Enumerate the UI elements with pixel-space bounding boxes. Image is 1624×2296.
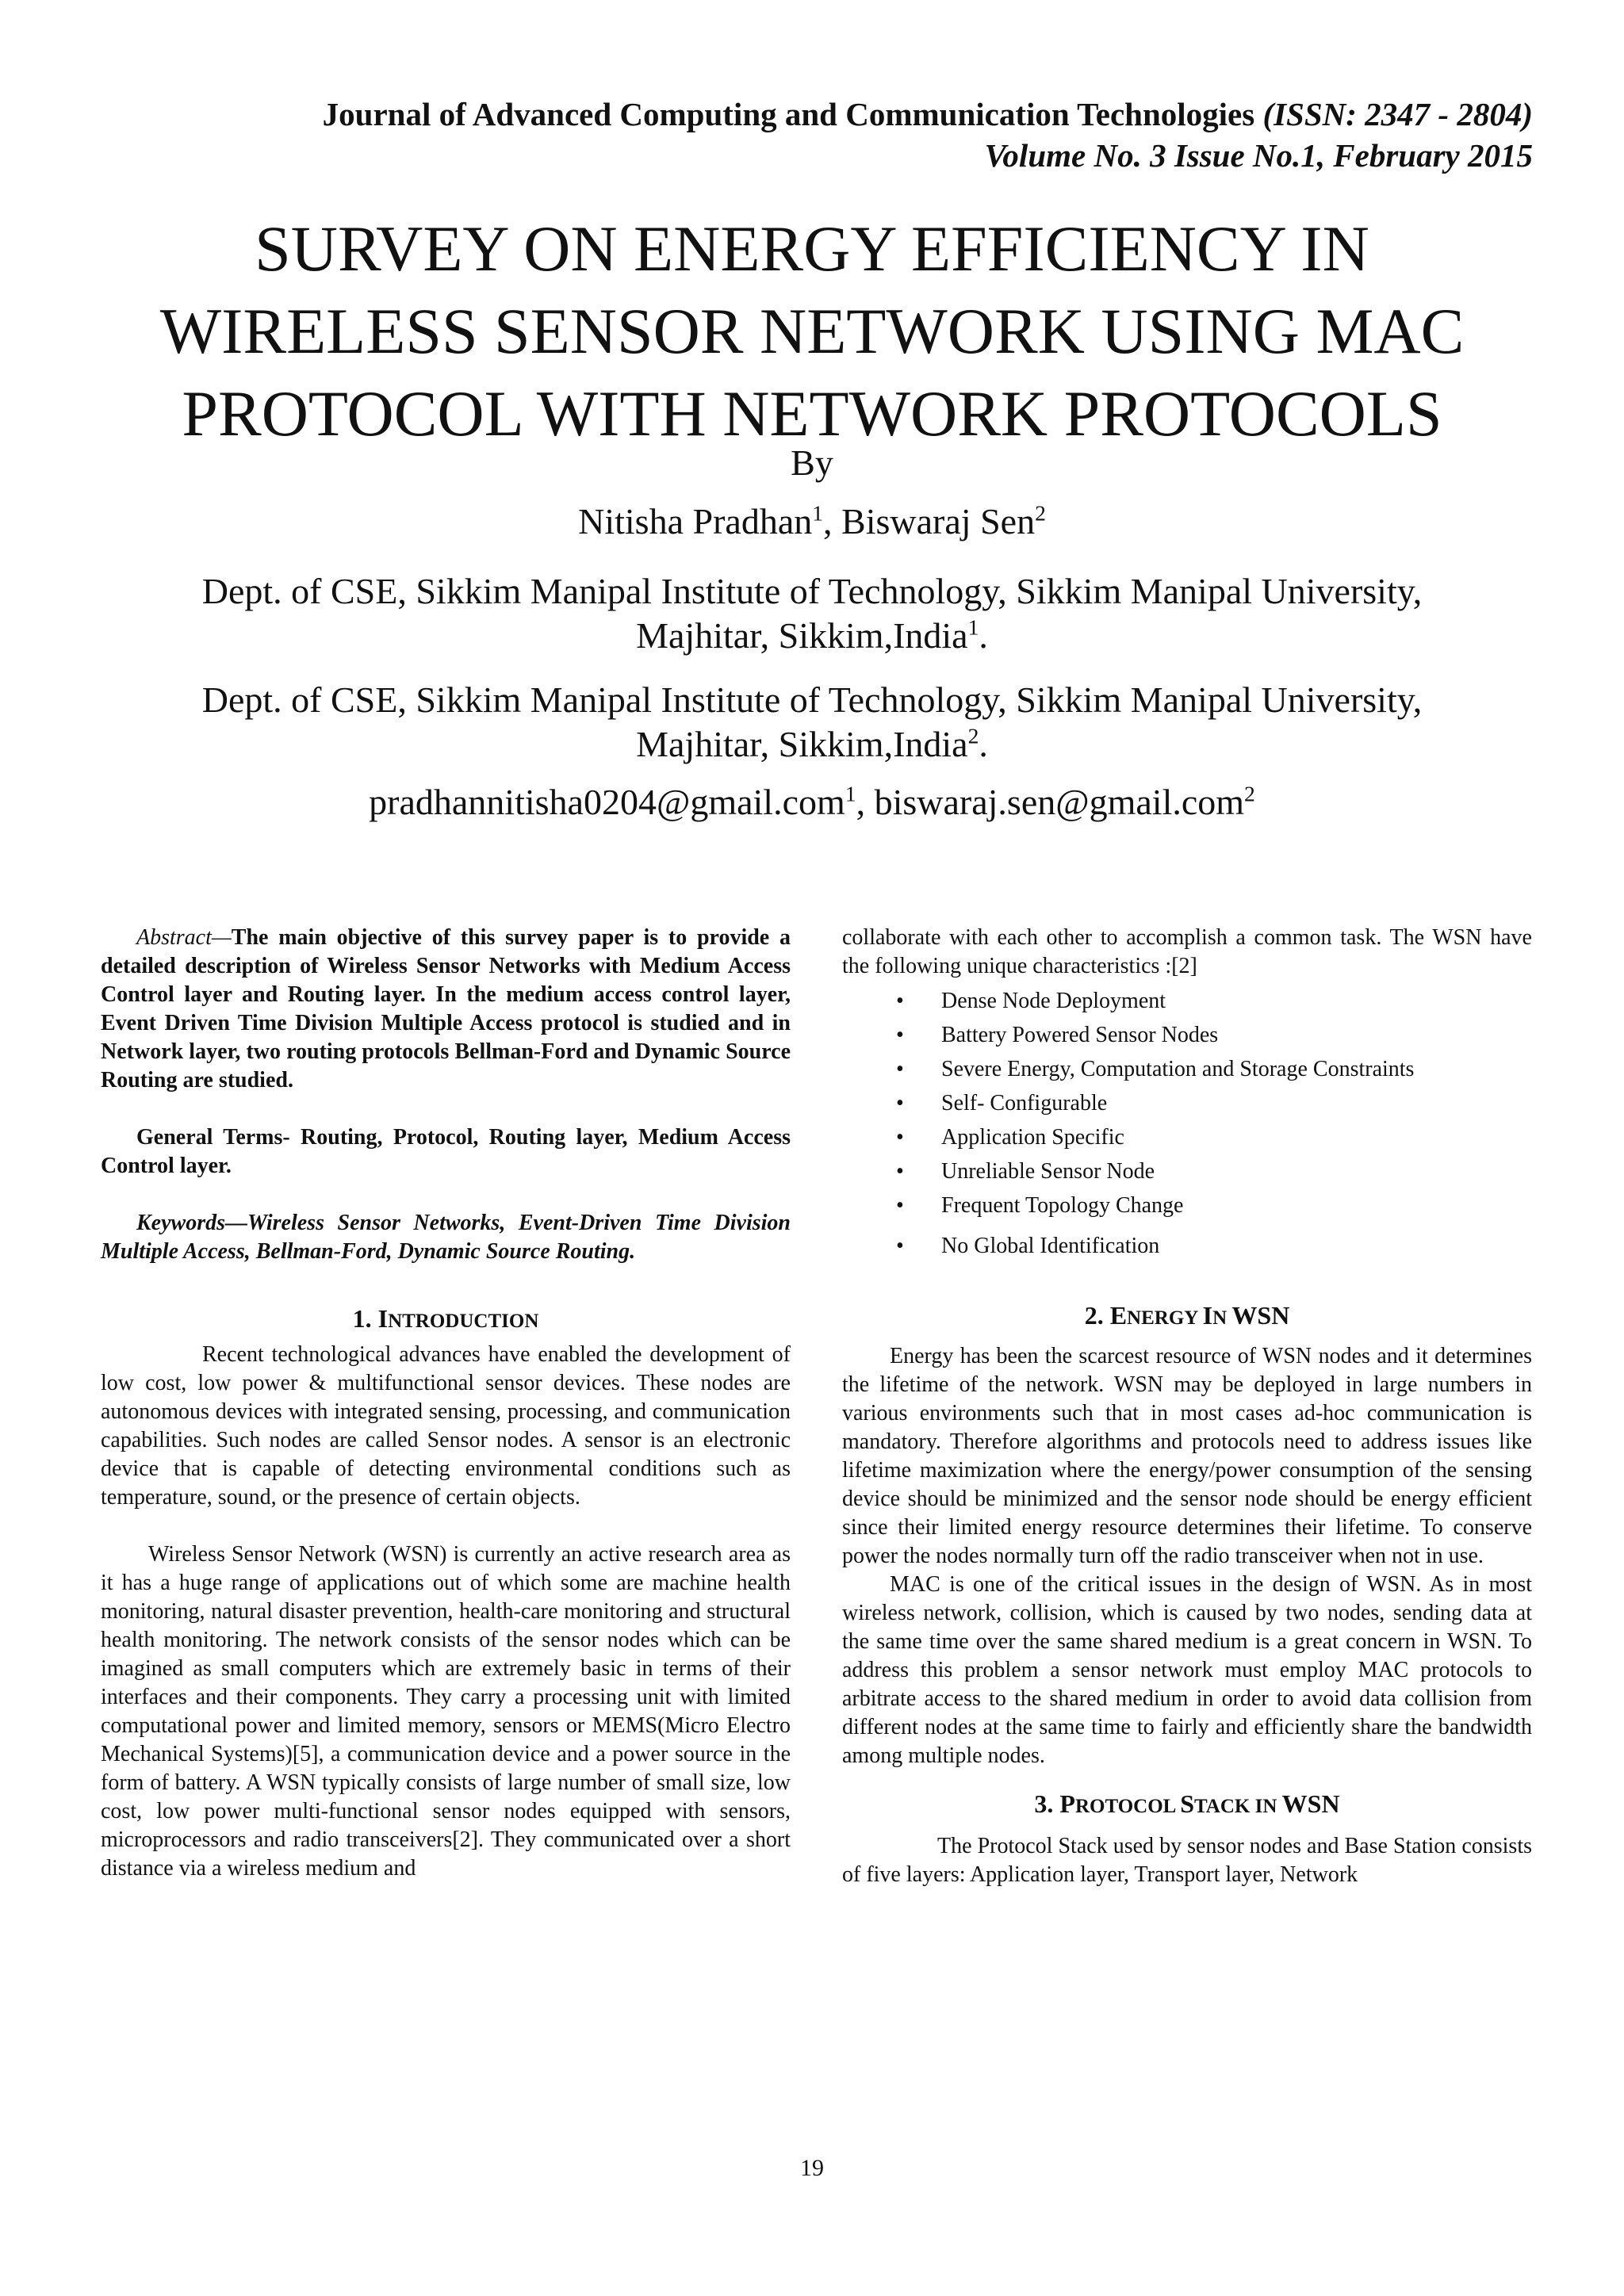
intro-paragraph-1: Recent technological advances have enabled the development of low cost, low power & multifunctional sensor devices. These nodes are autonomous devices with integrated sensing, processing, and communication capabilities. Such nodes are called Sensor nodes. A sensor is an electronic device that is capable of detecting environmental conditions such as temperature, sound, or the presence of certain objects. (101, 1342, 791, 1510)
title-line-1: SURVEY ON ENERGY EFFICIENCY IN (255, 212, 1369, 285)
list-item-text: Application Specific (941, 1125, 1124, 1150)
author-1-mark: 1 (812, 500, 824, 526)
bullet-icon: • (896, 1159, 904, 1184)
affiliation-2-line-2-wrap (0, 722, 1624, 767)
affiliation-1-line-1: Dept. of CSE, Sikkim Manipal Institute of Technology, Sikkim Manipal University, (201, 571, 1423, 611)
section-2-word-1-first: E (1109, 1301, 1128, 1330)
title-line-3: PROTOCOL WITH NETWORK PROTOCOLS (182, 377, 1442, 450)
authors (0, 499, 1624, 544)
list-item-text: Battery Powered Sensor Nodes (941, 1023, 1219, 1047)
list-item (842, 1052, 1532, 1086)
journal-name: Journal of Advanced Computing and Communication Technologies (322, 96, 1263, 132)
characteristics-list (842, 984, 1532, 1263)
section-2-number: 2. (1084, 1301, 1110, 1330)
section-3-word-4: WSN (1281, 1789, 1340, 1818)
bullet-icon: • (896, 1091, 904, 1115)
author-2: Biswaraj Sen (841, 501, 1036, 541)
byline: By (791, 442, 833, 483)
title-line-2: WIRELESS SENSOR NETWORK USING MAC (159, 295, 1465, 367)
section-3-word-3: IN (1254, 1796, 1282, 1817)
bullet-icon: • (896, 1057, 904, 1081)
bullet-icon: • (896, 1023, 904, 1047)
keywords: Keywords—Wireless Sensor Networks, Event-Driven Time Division Multiple Access, Bellman-Ford, Dynamic Source Routing. (101, 1211, 791, 1264)
section-3-number: 3. (1034, 1789, 1060, 1818)
section-3-word-2-rest: TACK (1193, 1796, 1255, 1817)
affiliation-2-mark: 2 (967, 723, 979, 748)
journal-issn: (ISSN: 2347 - 2804) (1262, 96, 1533, 132)
list-item (842, 1018, 1532, 1052)
section-1-heading (101, 1303, 791, 1337)
list-item-text: No Global Identification (941, 1234, 1160, 1258)
section-2-word-1-rest: NERGY (1127, 1307, 1203, 1329)
energy-paragraph-2: MAC is one of the critical issues in the design of WSN. As in most wireless network, collision, which is caused by two nodes, sending data at the same time over the same shared medium is a great concern in WSN. To address this problem a sensor network must employ MAC protocols to arbitrate access to the shared medium in order to avoid data collision from different nodes at the same time to fairly and efficiently share the bandwidth among multiple nodes. (842, 1572, 1532, 1768)
affiliation-2-line-1: Dept. of CSE, Sikkim Manipal Institute of Technology, Sikkim Manipal University, (201, 679, 1423, 720)
bullet-icon: • (896, 1125, 904, 1150)
list-item-text: Self- Configurable (941, 1091, 1108, 1115)
author-emails (0, 780, 1624, 825)
journal-volume: Volume No. 3 Issue No.1, February 2015 (984, 137, 1533, 174)
list-item (842, 1188, 1532, 1223)
affiliation-1-mark: 1 (967, 614, 979, 640)
affiliation-2-line-2: Majhitar, Sikkim,India (636, 724, 968, 764)
abstract-lead: Abstract— (136, 925, 232, 950)
section-3-word-1-first: P (1059, 1789, 1075, 1818)
affiliation-2 (0, 678, 1624, 767)
journal-header (323, 94, 1533, 176)
section-3-heading (842, 1788, 1532, 1823)
paper-title (0, 208, 1624, 455)
author-1: Nitisha Pradhan (578, 501, 813, 541)
affiliation-1-period: . (979, 615, 988, 656)
left-column (101, 924, 791, 1883)
intro-paragraph-2: Wireless Sensor Network (WSN) is currently an active research area as it has a huge range of applications out of which some are machine health monitoring, natural disaster prevention, health-care monitoring and structural health monitoring. The network consists of the sensor nodes which can be imagined as small computers which are extremely basic in terms of their interfaces and their components. They carry a processing unit with limited computational power and limited memory, sensors or MEMS(Micro Electro Mechanical Systems)[5], a communication device and a power source in the form of battery. A WSN typically consists of large number of small size, low cost, low power multi-functional sensor nodes equipped with sensors, microprocessors and radio transceivers[2]. They communicated over a short distance via a wireless medium and (101, 1542, 791, 1881)
list-item (842, 1229, 1532, 1263)
right-column (842, 924, 1532, 1889)
stack-paragraph-1: The Protocol Stack used by sensor nodes and Base Station consists of five layers: Application layer, Transport layer, Network (842, 1834, 1532, 1887)
list-item (842, 1120, 1532, 1154)
list-item (842, 984, 1532, 1018)
abstract (101, 924, 791, 1095)
section-3-word-2-first: S (1180, 1789, 1194, 1818)
email-1: pradhannitisha0204@gmail.com (369, 782, 845, 822)
energy-paragraph-1: Energy has been the scarcest resource of WSN nodes and it determines the lifetime of the network. WSN may be deployed in large numbers in various environments such that in most cases ad-hoc communication is mandatory. Therefore algorithms and protocols need to address issues like lifetime maximization where the energy/power consumption of the sensing device should be minimized and the sensor node should be energy efficient since their limited energy resource determines their lifetime. To conserve power the nodes normally turn off the radio transceiver when not in use. (842, 1344, 1532, 1568)
general-terms: General Terms- Routing, Protocol, Routing layer, Medium Access Control layer. (101, 1125, 791, 1178)
list-item-text: Severe Energy, Computation and Storage Constraints (941, 1057, 1415, 1081)
section-2-word-2-first: I (1202, 1301, 1213, 1330)
page-number: 19 (800, 2155, 824, 2181)
characteristics-intro: collaborate with each other to accomplish a common task. The WSN have the following unique characteristics :[2] (842, 925, 1532, 978)
email-2: biswaraj.sen@gmail.com (874, 782, 1245, 822)
list-item-text: Unreliable Sensor Node (941, 1159, 1155, 1184)
affiliation-1 (0, 569, 1624, 658)
list-item-text: Frequent Topology Change (941, 1193, 1184, 1218)
email-1-mark: 1 (845, 781, 856, 806)
affiliation-2-period: . (979, 724, 988, 764)
email-separator: , (856, 782, 875, 822)
affiliation-1-line-2-wrap (0, 614, 1624, 658)
section-1-first-letter: I (377, 1304, 389, 1333)
list-item-text: Dense Node Deployment (941, 989, 1166, 1013)
affiliation-1-line-2: Majhitar, Sikkim,India (636, 615, 968, 656)
email-2-mark: 2 (1244, 781, 1255, 806)
section-1-number: 1. (352, 1304, 378, 1333)
journal-title-line (323, 94, 1533, 135)
section-1-rest: NTRODUCTION (388, 1311, 539, 1332)
abstract-text: The main objective of this survey paper is to provide a detailed description of Wireless Sensor Networks with Medium Access Control layer and Routing layer. In the medium access control layer, Event Driven Time Division Multiple Access protocol is studied and in Network layer, two routing protocols Bellman-Ford and Dynamic Source Routing are studied. (101, 925, 791, 1093)
bullet-icon: • (896, 989, 904, 1013)
author-separator: , (823, 501, 842, 541)
section-2-word-2-rest: N (1212, 1307, 1232, 1329)
list-item (842, 1154, 1532, 1188)
section-2-word-3: WSN (1231, 1301, 1290, 1330)
section-3-word-1-rest: ROTOCOL (1074, 1796, 1181, 1817)
author-2-mark: 2 (1035, 500, 1046, 526)
bullet-icon: • (896, 1193, 904, 1218)
section-2-heading (842, 1299, 1532, 1334)
list-item (842, 1086, 1532, 1120)
bullet-icon: • (896, 1234, 904, 1258)
